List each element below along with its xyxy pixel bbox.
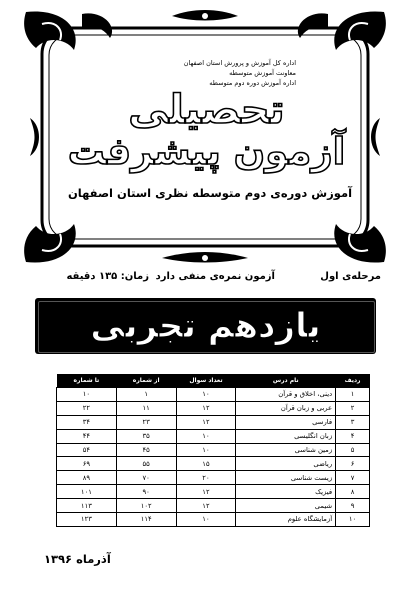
from-number-cell: ۵۵ (116, 457, 176, 471)
to-number-cell: ۸۹ (57, 471, 117, 485)
grade-label: یازدهم تجربی (90, 306, 321, 346)
to-number-cell: ۵۴ (57, 443, 117, 457)
exam-date: آذرماه ۱۳۹۶ (44, 552, 111, 566)
table-row (57, 401, 370, 415)
table-row (57, 388, 370, 402)
table-row (57, 429, 370, 443)
issuing-offices (100, 58, 296, 88)
exam-stage: مرحله‌ی اول (320, 271, 381, 282)
subject-cell: دینی، اخلاق و قرآن (236, 388, 336, 402)
table-row (57, 415, 370, 429)
subject-cell: فارسی (236, 415, 336, 429)
to-number-cell: ۱۰ (57, 388, 117, 402)
from-number-cell: ۱۰۲ (116, 499, 176, 513)
title-line-2: آزمون پیشرفت (67, 130, 346, 173)
row-number-cell: ۸ (336, 485, 370, 499)
from-number-cell: ۷۰ (116, 471, 176, 485)
table-row (57, 457, 370, 471)
table-row (57, 513, 370, 527)
from-number-cell: ۱ (116, 388, 176, 402)
subject-cell: عربی و زبان قرآن (236, 401, 336, 415)
question-count-cell: ۱۲ (176, 401, 236, 415)
question-count-cell: ۱۰ (176, 388, 236, 402)
from-number-cell: ۲۳ (116, 415, 176, 429)
row-number-cell: ۴ (336, 429, 370, 443)
office-line: اداره آموزش دوره دوم متوسطه (209, 79, 296, 87)
table-header-row (57, 374, 370, 388)
row-number-cell: ۱ (336, 388, 370, 402)
to-number-cell: ۴۴ (57, 429, 117, 443)
row-number-cell: ۱۰ (336, 513, 370, 527)
row-number-cell: ۲ (336, 401, 370, 415)
row-number-cell: ۵ (336, 443, 370, 457)
subject-cell: فیزیک (236, 485, 336, 499)
question-count-cell: ۱۵ (176, 457, 236, 471)
col-from-number: از شماره (116, 374, 176, 388)
subject-cell: زبان انگلیسی (236, 429, 336, 443)
question-count-cell: ۱۰ (176, 513, 236, 527)
office-line: معاونت آموزش متوسطه (229, 69, 296, 77)
from-number-cell: ۱۱ (116, 401, 176, 415)
to-number-cell: ۱۲۳ (57, 513, 117, 527)
from-number-cell: ۳۵ (116, 429, 176, 443)
question-count-cell: ۱۰ (176, 443, 236, 457)
negative-marking-note: آزمون نمره‌ی منفی دارد (155, 271, 275, 282)
col-subject: نام درس (236, 374, 336, 388)
question-count-cell: ۱۲ (176, 415, 236, 429)
col-row-number: ردیف (336, 374, 370, 388)
table-row (57, 443, 370, 457)
col-to-number: تا شماره (57, 374, 117, 388)
subject-cell: ریاضی (236, 457, 336, 471)
subjects-table (56, 374, 370, 527)
to-number-cell: ۶۹ (57, 457, 117, 471)
question-count-cell: ۱۰ (176, 429, 236, 443)
row-number-cell: ۶ (336, 457, 370, 471)
question-count-cell: ۱۲ (176, 485, 236, 499)
from-number-cell: ۱۱۴ (116, 513, 176, 527)
subject-cell: شیمی (236, 499, 336, 513)
to-number-cell: ۲۲ (57, 401, 117, 415)
to-number-cell: ۱۰۱ (57, 485, 117, 499)
row-number-cell: ۷ (336, 471, 370, 485)
title-line-1: تحصیلی (128, 87, 285, 133)
office-line: اداره کل آموزش و پرورش استان اصفهان (183, 59, 296, 67)
subject-cell: زیست شناسی (236, 471, 336, 485)
row-number-cell: ۹ (336, 499, 370, 513)
exam-duration: زمان: ۱۳۵ دقیقه (66, 271, 149, 282)
from-number-cell: ۹۰ (116, 485, 176, 499)
subject-cell: آزمایشگاه علوم (236, 513, 336, 527)
row-number-cell: ۳ (336, 415, 370, 429)
to-number-cell: ۳۴ (57, 415, 117, 429)
question-count-cell: ۱۲ (176, 499, 236, 513)
question-count-cell: ۲۰ (176, 471, 236, 485)
to-number-cell: ۱۱۳ (57, 499, 117, 513)
table-row (57, 485, 370, 499)
table-row (57, 471, 370, 485)
col-question-count: تعداد سوال (176, 374, 236, 388)
table-row (57, 499, 370, 513)
subtitle: آموزش دوره‌ی دوم متوسطه نظری استان اصفهان (67, 186, 353, 200)
from-number-cell: ۴۵ (116, 443, 176, 457)
subject-cell: زمین شناسی (236, 443, 336, 457)
